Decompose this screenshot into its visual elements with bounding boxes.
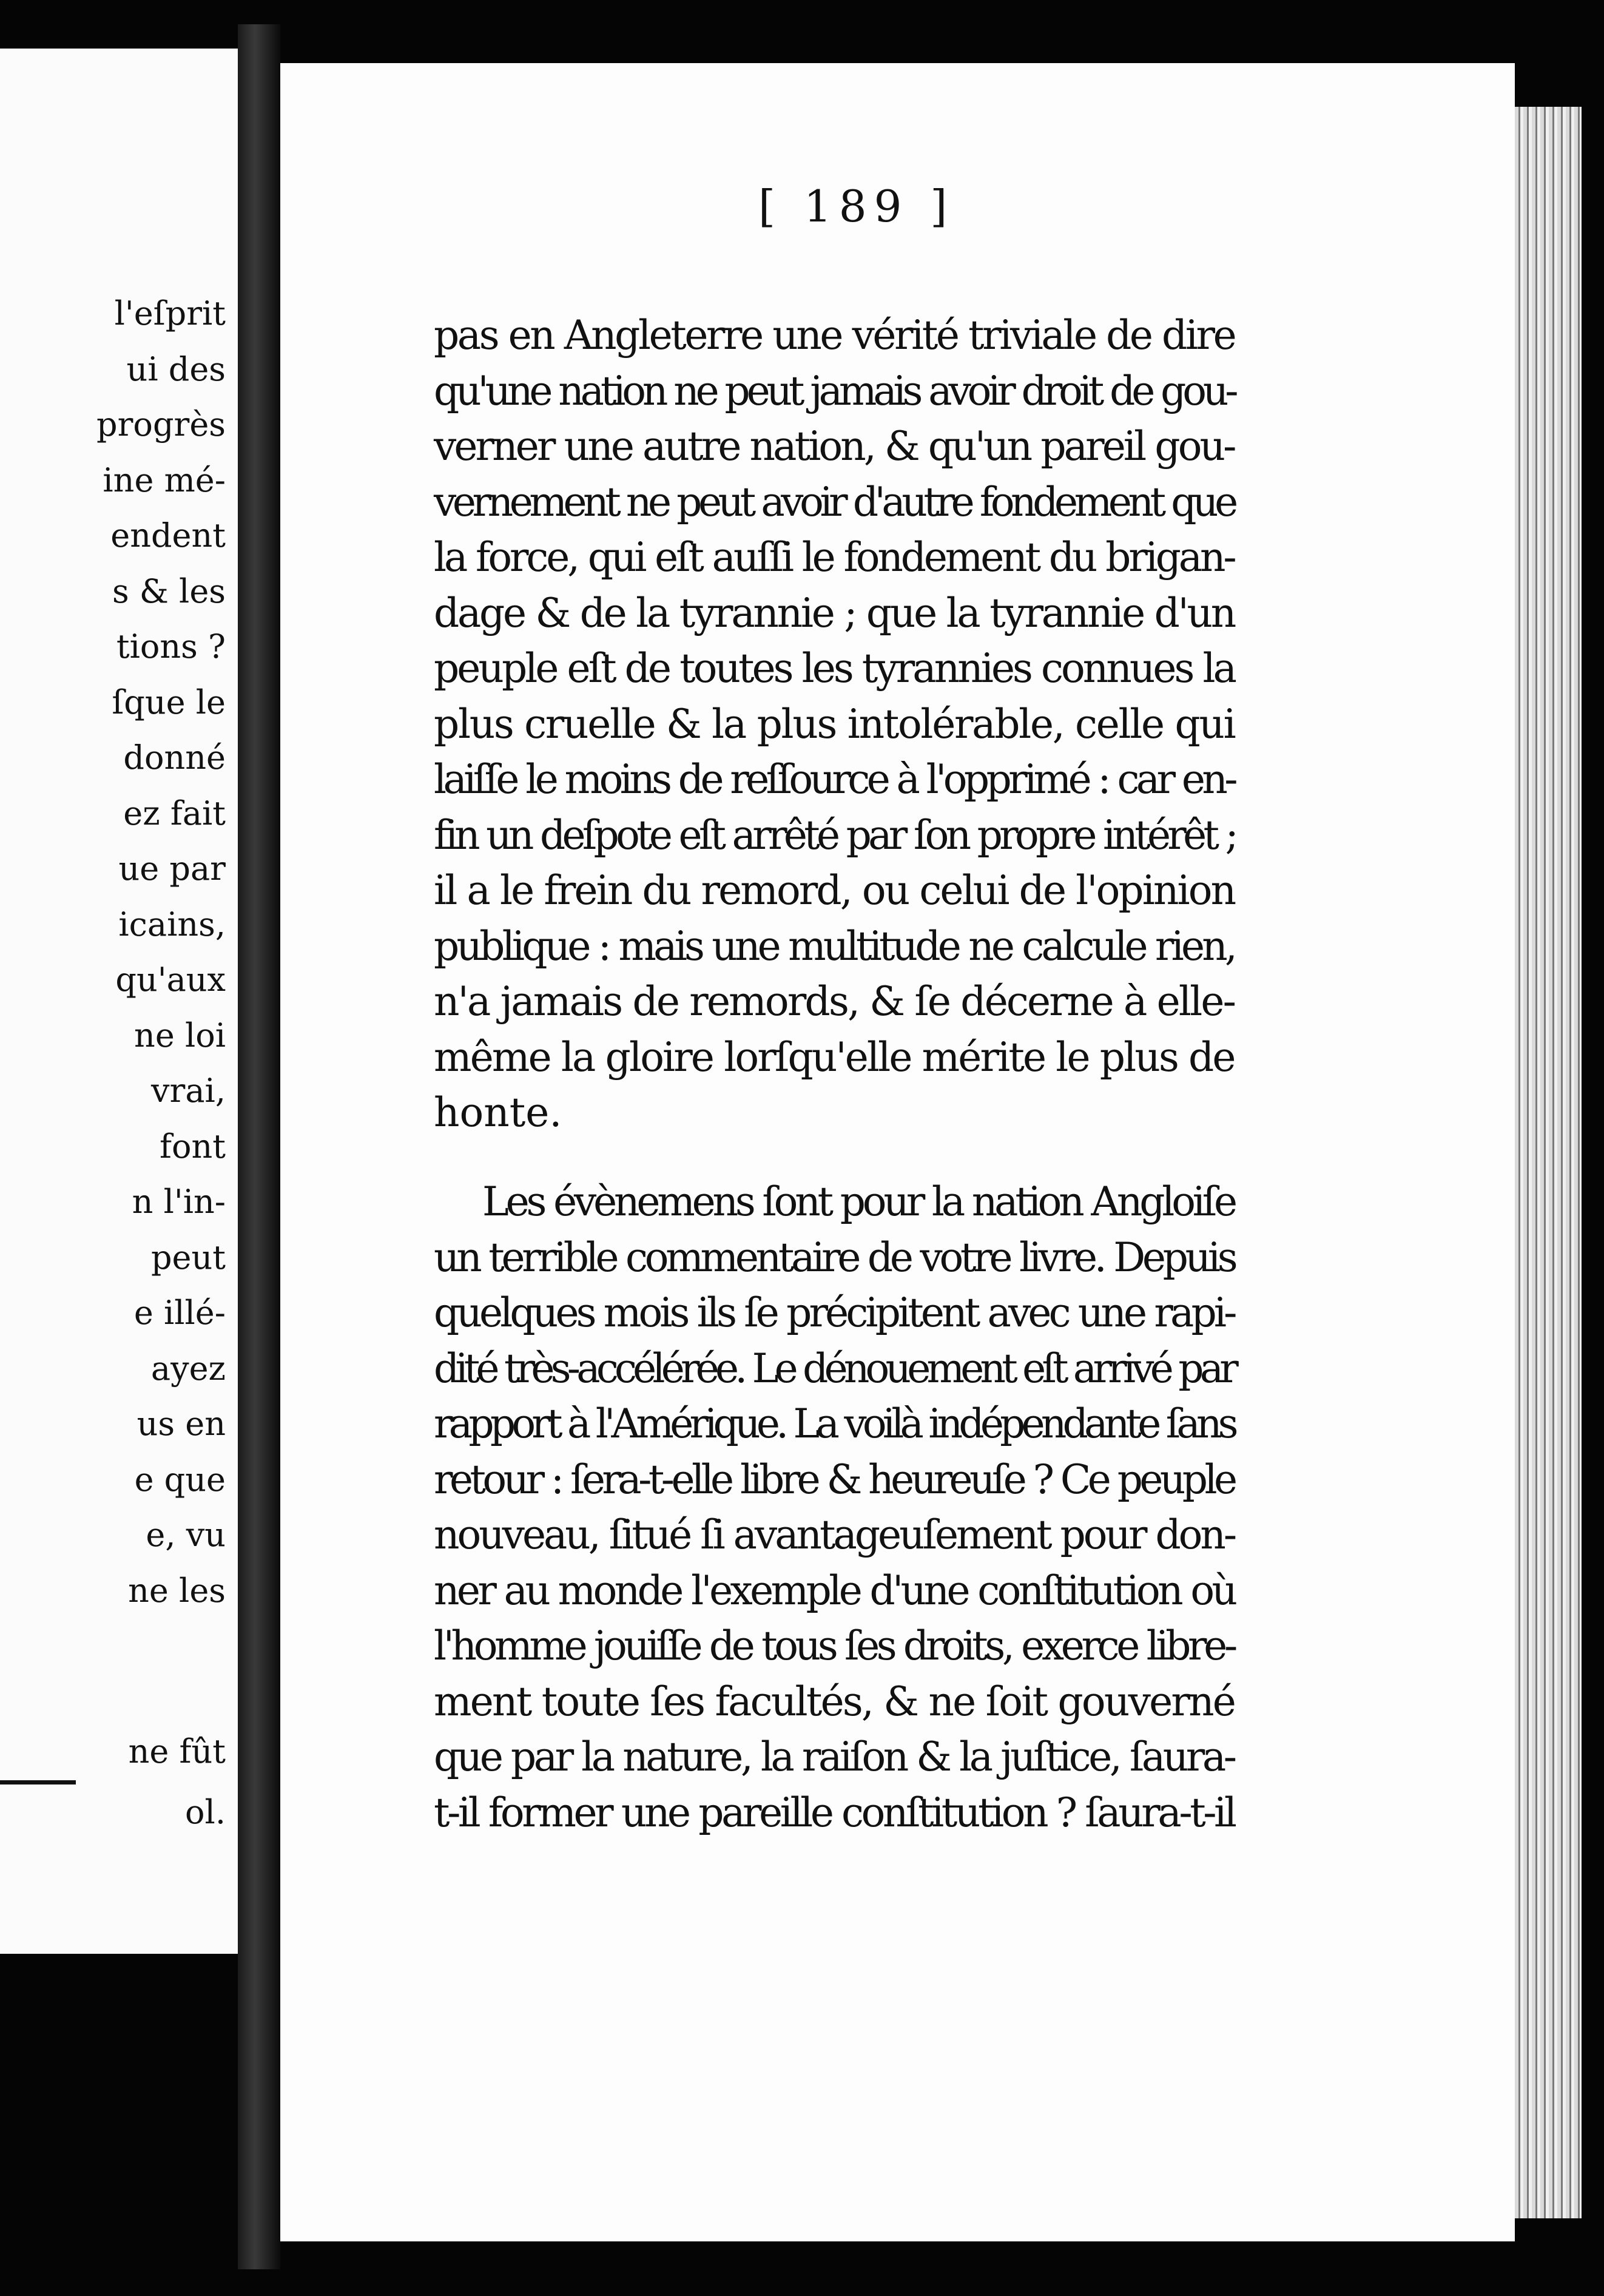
left-page-line: e illé-: [133, 1294, 226, 1332]
text-line: rapport à l'Amérique. La voilà indépendante ſans: [434, 1400, 1235, 1447]
text-line: il a le frein du remord, ou celui de l'opinion: [434, 867, 1235, 914]
left-page-line: ne les: [128, 1571, 226, 1610]
text-line: un terrible commentaire de votre livre. Depuis: [434, 1234, 1235, 1281]
left-page-line: ſque le: [112, 683, 226, 721]
text-line: pas en Angleterre une vérité triviale de dire: [434, 312, 1235, 359]
left-page-line: ne loi: [134, 1016, 226, 1055]
text-line: qu'une nation ne peut jamais avoir droit de gou-: [434, 367, 1235, 414]
text-line: nouveau, ſitué ſi avantageuſement pour don-: [434, 1511, 1235, 1558]
text-line: quelques mois ils ſe précipitent avec une rapi-: [434, 1289, 1235, 1336]
text-line: fin un deſpote eſt arrêté par ſon propre intérêt ;: [434, 811, 1236, 859]
left-page-line: donné: [123, 738, 226, 777]
left-page-line: ui des: [126, 349, 226, 388]
text-line: laiſſe le moins de reſſource à l'opprimé : car en-: [434, 756, 1235, 803]
text-line: l'homme jouiſſe de tous ſes droits, exerce libre-: [434, 1622, 1235, 1669]
text-line: ment toute ſes facultés, & ne ſoit gouverné: [434, 1678, 1235, 1725]
left-facing-page: [0, 49, 238, 1954]
left-page-line: qu'aux: [115, 961, 226, 999]
text-line: que par la nature, la raiſon & la juſtice, ſaura-: [434, 1734, 1235, 1780]
left-page-line: ue par: [118, 849, 226, 888]
text-line: publique : mais une multitude ne calcule rien,: [434, 922, 1235, 970]
left-page-line: peut: [150, 1238, 226, 1277]
left-page-line: l'eſprit: [114, 294, 226, 333]
left-footnote-line: ne fût: [128, 1732, 226, 1771]
text-line: même la gloire lorſqu'elle mérite le plus de: [434, 1033, 1235, 1081]
left-page-line: progrès: [96, 405, 226, 444]
left-page-line: e que: [134, 1460, 226, 1499]
left-footnote-line: ol.: [185, 1793, 226, 1831]
left-page-line: ez fait: [123, 794, 226, 832]
left-page-line: ayez: [150, 1349, 226, 1388]
left-page-line: vrai,: [151, 1072, 226, 1110]
text-line: plus cruelle & la plus intolérable, celle qui: [434, 700, 1235, 748]
left-page-line: font: [160, 1127, 226, 1166]
left-page-line: n l'in-: [132, 1183, 226, 1221]
book-gutter: [238, 24, 280, 2269]
text-line: la force, qui eſt auſſi le fondement du brigan-: [434, 534, 1235, 581]
left-page-line: icains,: [118, 905, 226, 944]
page-edges: [1515, 107, 1582, 2218]
left-page-line: tions ?: [116, 627, 226, 666]
text-line: Les évènemens ſont pour la nation Angloiſe: [482, 1178, 1235, 1225]
text-line: vernement ne peut avoir d'autre fondement que: [434, 478, 1235, 525]
text-line: retour : ſera-t-elle libre & heureuſe ? Ce peuple: [434, 1456, 1235, 1503]
footnote-rule: [0, 1780, 76, 1784]
text-line: verner une autre nation, & qu'un pareil gou-: [434, 423, 1235, 470]
left-page-line: s & les: [112, 572, 226, 610]
left-page-line: endent: [110, 516, 226, 555]
text-line: n'a jamais de remords, & ſe décerne à elle-: [434, 978, 1235, 1025]
left-page-line: ine mé-: [103, 461, 226, 499]
text-line: peuple eſt de toutes les tyrannies connues la: [434, 645, 1235, 692]
text-line: dage & de la tyrannie ; que la tyrannie d'un: [434, 589, 1235, 636]
text-line: honte.: [434, 1089, 562, 1136]
left-page-line: us en: [136, 1405, 226, 1443]
text-line: t-il former une pareille conſtitution ? ſaura-t-il: [434, 1789, 1235, 1836]
text-line: dité très-accélérée. Le dénouement eſt arrivé par: [434, 1345, 1235, 1392]
left-page-line: e, vu: [146, 1516, 226, 1554]
text-line: ner au monde l'exemple d'une conſtitution où: [434, 1567, 1235, 1614]
page-number: [ 189 ]: [758, 181, 955, 232]
